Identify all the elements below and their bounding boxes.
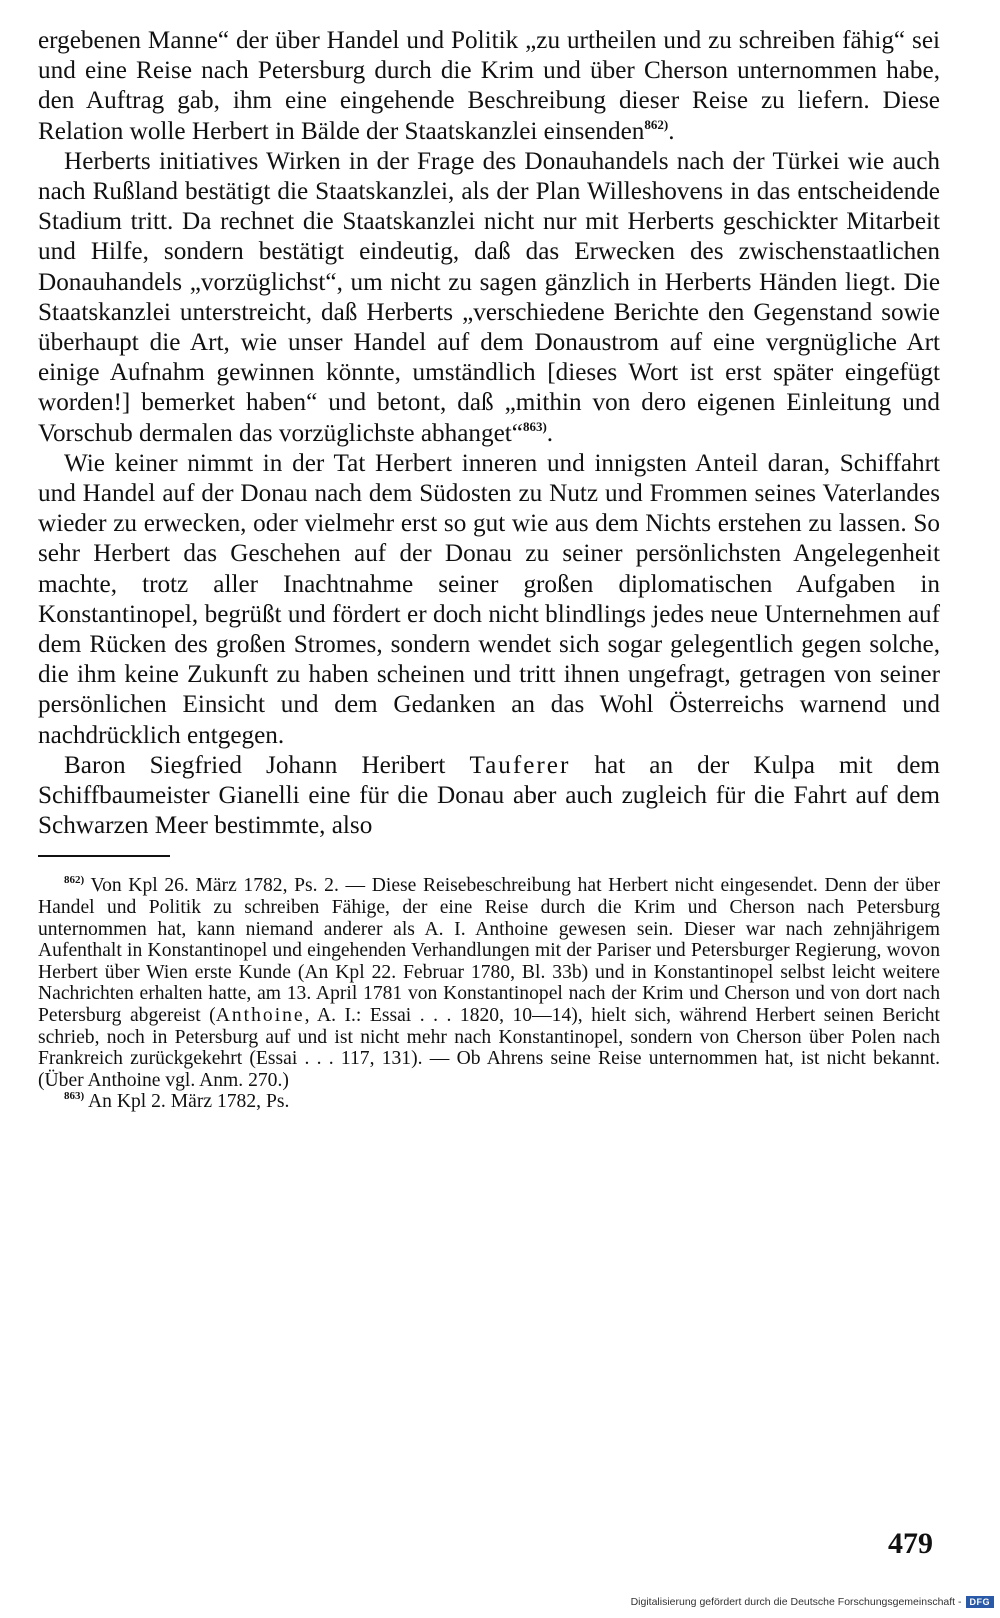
paragraph-1-text: ergebenen Manne“ der über Handel und Politik „zu urtheilen und zu schreiben fähig“ sei und eine Reise nach Petersburg durch die Krim und über Cherson unternommen habe, den Auftrag gab, ihm eine eingehende Beschreibung dieser Reise zu liefern. Diese Relation wolle Herbert in Bälde der Staatskanzlei einsenden — [38, 27, 940, 145]
footnote-863-text: An Kpl 2. März 1782, Ps. — [84, 1091, 290, 1113]
person-name-tauferer: Tauferer — [469, 751, 571, 779]
page-content — [38, 26, 940, 1113]
paragraph-3 — [38, 449, 940, 751]
footnote-ref-862: 862) — [644, 116, 669, 132]
footnote-marker-863: 863) — [64, 1090, 85, 1103]
page-number: 479 — [888, 1527, 933, 1560]
footnote-862 — [38, 875, 940, 1091]
footnote-862-text-start: Von Kpl 26. März 1782, Ps. 2. — Diese Reisebeschreibung hat Herbert nicht eingesendet. Denn der über Handel und Politik zu schreiben Fähige, der eine Reise durch die Krim und Cherson nach Petersburg unternommen hat, kann niemand anderer als A. I. Anthoine gewesen sein. Dieser war nach zehnjährigem Aufenthalt in Konstantinopel und eingehenden Verhandlungen mit der Pariser und Petersburger Regierung, wovon Herbert über Wien erste Kunde (An Kpl 22. Februar 1780, Bl. 33b) und in Konstantinopel selbst leicht weitere Nachrichten erhalten hatte, am 13. April 1781 von Konstantinopel nach der Krim und Cherson und von dort nach Petersburg abgereist ( — [38, 875, 940, 1027]
paragraph-4-text-start: Baron Siegfried Johann Heribert — [64, 751, 470, 779]
footnotes — [38, 875, 940, 1113]
paragraph-4 — [38, 751, 940, 842]
paragraph-2-text: Herberts initiatives Wirken in der Frage des Donauhandels nach der Türkei wie auch nach Rußland bestätigt die Staatskanzlei, als der Plan Willeshovens in das entscheidende Stadium tritt. Da rechnet die Staatskanzlei nicht nur mit Herberts geschickter Mitarbeit und Hilfe, sondern bestätigt eindeutig, daß das Erwecken des zwischenstaatlichen Donauhandels „vorzüglichst“, um nicht zu sagen gänzlich in Herberts Händen liegt. Die Staatskanzlei unterstreicht, daß Herberts „verschiedene Berichte den Gegenstand sowie überhaupt die Art, wie unser Handel auf dem Donaustrom auf eine vergnügliche Art einige Aufnahm gewinnen könnte, umständlich [dieses Wort ist erst später eingefügt worden!] bemerket haben“ und betont, daß „mithin von dero eigenen Einleitung und Vorschub dermalen das vorzüglichste abhanget“ — [38, 147, 940, 447]
footnote-862-text-end: , A. I.: Essai . . . 1820, 10—14), hielt sich, während Herbert seinen Bericht schrieb, noch in Petersburg auf und ist nicht mehr nach Konstantinopel, sondern von Cherson über Polen nach Frankreich zurückgekehrt (Essai . . . 117, 131). — Ob Ahrens seine Reise unternommen hat, ist nicht bekannt. (Über Anthoine vgl. Anm. 270.) — [38, 1005, 940, 1091]
footnote-ref-863: 863) — [522, 418, 547, 434]
paragraph-4-text-end: hat an der Kulpa mit dem Schiffbaumeister Gianelli eine für die Donau aber auch zugleich für die Fahrt auf dem Schwarzen Meer bestimmte, also — [38, 751, 940, 840]
footnote-marker-862: 862) — [64, 874, 85, 887]
footnote-863 — [38, 1091, 940, 1113]
author-name-anthoine: Anthoine — [215, 1005, 305, 1027]
digitization-note: Digitalisierung gefördert durch die Deutsche Forschungsgemeinschaft - — [630, 1596, 962, 1608]
digitization-credit — [631, 1596, 994, 1608]
paragraph-1 — [38, 26, 940, 147]
main-text — [38, 26, 940, 841]
dfg-logo-icon: DFG — [966, 1596, 995, 1608]
paragraph-1-end: . — [668, 117, 675, 145]
paragraph-3-text: Wie keiner nimmt in der Tat Herbert inneren und innigsten Anteil daran, Schiffahrt und Handel auf der Donau nach dem Südosten zu Nutz und Frommen seines Vaterlandes wieder zu erwecken, oder vielmehr erst so gut wie aus dem Nichts erstehen zu lassen. So sehr Herbert das Geschehen auf der Donau zu seiner persönlichsten Angelegenheit machte, trotz aller Inachtnahme seiner großen diplomatischen Aufgaben in Konstantinopel, begrüßt und fördert er doch nicht blindlings jedes neue Unternehmen auf dem Rücken des großen Stromes, sondern wendet sich sogar gelegentlich gegen solche, die ihm keine Zukunft zu haben scheinen und tritt ihnen ungefragt, getragen von seiner persönlichen Einsicht und dem Gedanken an das Wohl Österreichs warnend und nachdrücklich entgegen. — [38, 449, 940, 749]
paragraph-2-end: . — [546, 419, 554, 447]
paragraph-2 — [38, 147, 940, 449]
footnote-divider — [38, 855, 170, 857]
